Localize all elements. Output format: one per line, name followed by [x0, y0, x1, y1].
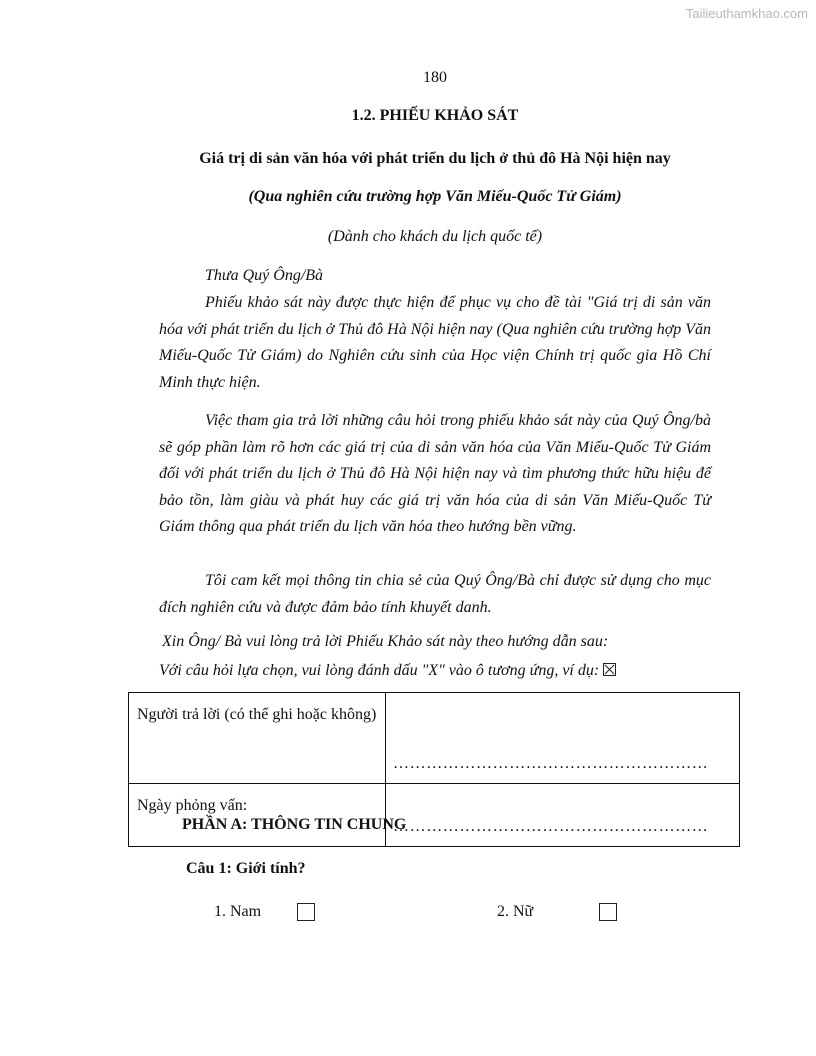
page-number: 180: [423, 69, 447, 86]
respondent-label: Người trả lời (có thể ghi hoặc không): [129, 693, 386, 784]
question-1-text: Câu 1: Giới tính?: [186, 860, 306, 877]
option-female-checkbox[interactable]: [599, 903, 617, 921]
table-row: [129, 784, 740, 847]
instruction-1: Xin Ông/ Bà vui lòng trả lời Phiếu Khảo sát này theo hướng dẫn sau:: [162, 633, 609, 650]
survey-title: Giá trị di sản văn hóa với phát triển du lịch ở thủ đô Hà Nội hiện nay: [199, 150, 671, 167]
checked-box-example-icon: [603, 663, 616, 676]
part-a-heading: PHẦN A: THÔNG TIN CHUNG: [182, 816, 407, 833]
survey-subtitle: (Qua nghiên cứu trường hợp Văn Miếu-Quốc Tử Giám): [248, 188, 622, 205]
watermark: Tailieuthamkhao.com: [685, 6, 808, 21]
instruction-2-text: Với câu hỏi lựa chọn, vui lòng đánh dấu "X" vào ô tương ứng, ví dụ:: [159, 662, 600, 679]
table-row: [129, 693, 740, 784]
interview-date-label: Ngày phỏng vấn:: [129, 784, 386, 847]
intro-paragraph-3: Tôi cam kết mọi thông tin chia sẻ của Quý Ông/Bà chỉ được sử dụng cho mục đích nghiên cứu và được đảm bảo tính khuyết danh.: [159, 572, 711, 616]
intro-paragraph-2: Việc tham gia trả lời những câu hỏi trong phiếu khảo sát này của Quý Ông/bà sẽ góp phần làm rõ hơn các giá trị của di sản văn hóa của Văn Miếu-Quốc Tử Giám đối với phát triển du lịch ở Thủ đô Hà Nội hiện nay và tìm phương thức hữu hiệu để bảo tồn, làm giàu và phát huy các giá trị văn hóa của di sản Văn Miếu-Quốc Tử Giám thông qua phát triển du lịch văn hóa theo hướng bền vững.: [159, 412, 711, 535]
option-male-label: 1. Nam: [214, 903, 262, 920]
option-female-label: 2. Nữ: [497, 903, 534, 920]
instruction-2: [159, 658, 616, 684]
intro-paragraph-1: Phiếu khảo sát này được thực hiện để phục vụ cho đề tài "Giá trị di sản văn hóa với phát triển du lịch ở Thủ đô Hà Nội hiện nay (Qua nghiên cứu trường hợp Văn Miếu-Quốc Tử Giám) do Nghiên cứu sinh của Học viện Chính trị quốc gia Hồ Chí Minh thực hiện.: [159, 294, 712, 391]
interview-date-dots: …………………………………………………: [393, 818, 709, 835]
respondent-field[interactable]: [386, 693, 740, 784]
respondent-dots: …………………………………………………: [393, 755, 709, 772]
salutation: Thưa Quý Ông/Bà: [205, 267, 324, 284]
section-heading: 1.2. PHIẾU KHẢO SÁT: [351, 107, 519, 124]
survey-audience: (Dành cho khách du lịch quốc tế): [327, 228, 543, 245]
option-male-checkbox[interactable]: [297, 903, 315, 921]
interview-date-field[interactable]: [386, 784, 740, 847]
